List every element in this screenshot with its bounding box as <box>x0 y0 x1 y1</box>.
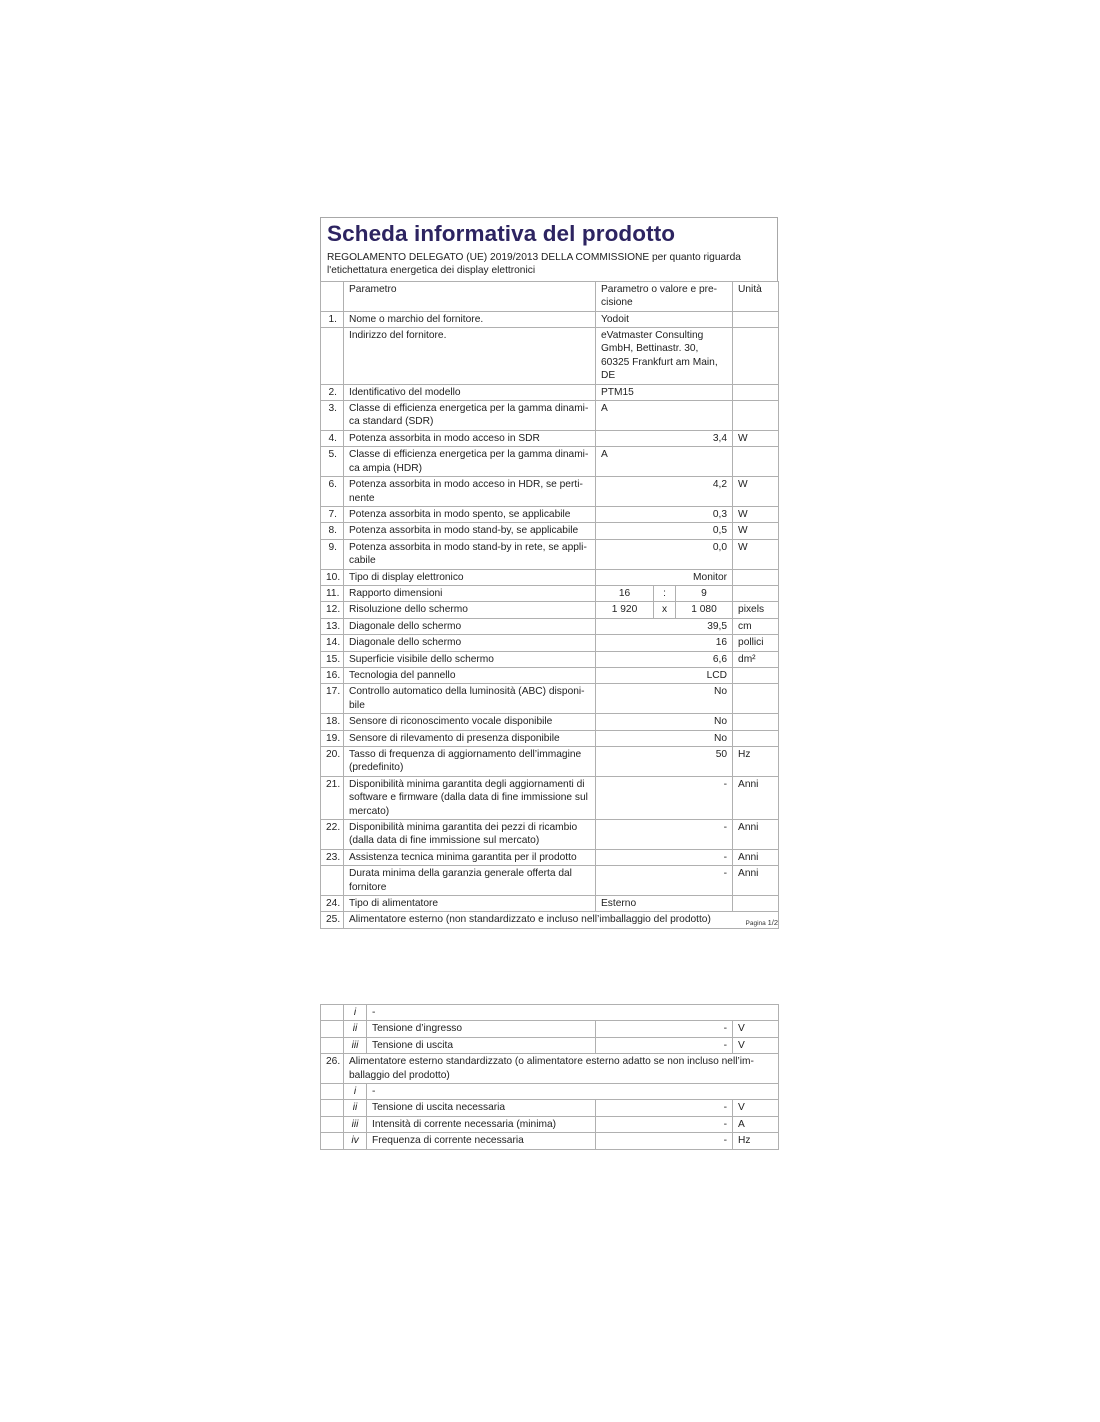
table-row <box>321 311 779 327</box>
table-row <box>321 747 779 777</box>
row-unit: W <box>733 430 779 446</box>
row-value: 6,6 <box>596 651 733 667</box>
row-label: Sensore di riconoscimento vocale disponibile <box>344 714 596 730</box>
table-row <box>321 1054 779 1084</box>
table-row <box>321 820 779 850</box>
row-unit: Anni <box>733 820 779 850</box>
table-row <box>321 635 779 651</box>
row-number: 6. <box>321 477 344 507</box>
row-label: Superficie visibile dello schermo <box>344 651 596 667</box>
row-label: Tasso di frequenza di aggiornamento dell’immagine (predefinito) <box>344 747 596 777</box>
row-value: Monitor <box>596 569 733 585</box>
row-value: - <box>596 1116 733 1132</box>
row-value: - <box>596 1100 733 1116</box>
row-label: Potenza assorbita in modo acceso in SDR <box>344 430 596 446</box>
row-unit: pollici <box>733 635 779 651</box>
aspect-ratio-separator: : <box>654 585 676 601</box>
row-label: Assistenza tecnica minima garantita per il prodotto <box>344 849 596 865</box>
row-number: 18. <box>321 714 344 730</box>
row-unit: Hz <box>733 747 779 777</box>
row-unit <box>733 667 779 683</box>
page-separator: / <box>771 918 774 927</box>
row-number: 7. <box>321 506 344 522</box>
table-row <box>321 1133 779 1149</box>
regulation-subtitle: REGOLAMENTO DELEGATO (UE) 2019/2013 DELLA COMMISSIONE per quanto riguarda l'etichettatura energetica dei display elettronici <box>327 252 741 277</box>
row-unit <box>733 447 779 477</box>
row-number <box>321 328 344 385</box>
row-number: 22. <box>321 820 344 850</box>
resolution-height: 1 080 <box>676 602 733 618</box>
row-value: PTM15 <box>596 384 733 400</box>
row-number: 23. <box>321 849 344 865</box>
row-label: Controllo automatico della luminosità (ABC) disponi-bile <box>344 684 596 714</box>
row-number <box>321 1100 344 1116</box>
table-row <box>321 896 779 912</box>
aspect-ratio-height: 9 <box>676 585 733 601</box>
row-value: Esterno <box>596 896 733 912</box>
table-row <box>321 730 779 746</box>
row-unit: Anni <box>733 776 779 819</box>
row-label: Durata minima della garanzia generale offerta dal fornitore <box>344 866 596 896</box>
row-label: Tensione di uscita necessaria <box>367 1100 596 1116</box>
row-value: Yodoit <box>596 311 733 327</box>
row-number: 21. <box>321 776 344 819</box>
row-value: 50 <box>596 747 733 777</box>
table-row <box>321 1100 779 1116</box>
table-row <box>321 684 779 714</box>
table-row <box>321 1021 779 1037</box>
table-row <box>321 1084 779 1100</box>
row-number: 1. <box>321 311 344 327</box>
row-label: Tipo di alimentatore <box>344 896 596 912</box>
row-number <box>321 1005 344 1021</box>
row-label: Diagonale dello schermo <box>344 618 596 634</box>
table-row <box>321 539 779 569</box>
row-number: 8. <box>321 523 344 539</box>
row-unit: Anni <box>733 849 779 865</box>
row-number: 11. <box>321 585 344 601</box>
row-unit: dm² <box>733 651 779 667</box>
row-value: - <box>596 776 733 819</box>
row-label: Rapporto dimensioni <box>344 585 596 601</box>
table-row <box>321 384 779 400</box>
row-label: Tensione di uscita <box>367 1037 596 1053</box>
table-row <box>321 602 779 618</box>
row-number: 4. <box>321 430 344 446</box>
row-value: 0,0 <box>596 539 733 569</box>
row-value: - <box>596 1037 733 1053</box>
product-info-table <box>320 281 779 929</box>
row-value: - <box>596 849 733 865</box>
row-unit <box>733 384 779 400</box>
row-unit: V <box>733 1021 779 1037</box>
row-number <box>321 1133 344 1149</box>
row-value: 0,3 <box>596 506 733 522</box>
row-label: Potenza assorbita in modo acceso in HDR, se perti-nente <box>344 477 596 507</box>
row-unit <box>733 714 779 730</box>
table-row <box>321 1005 779 1021</box>
row-value: - <box>596 820 733 850</box>
row-label: Tecnologia del pannello <box>344 667 596 683</box>
table-header-row <box>321 281 779 311</box>
row-unit: W <box>733 523 779 539</box>
table-row <box>321 506 779 522</box>
row-number: 12. <box>321 602 344 618</box>
product-info-sheet-page-2 <box>320 1004 778 1150</box>
row-number: 10. <box>321 569 344 585</box>
row-unit <box>733 730 779 746</box>
row-number: 24. <box>321 896 344 912</box>
row-number <box>321 1037 344 1053</box>
row-value: - <box>596 1133 733 1149</box>
row-unit: W <box>733 539 779 569</box>
page-label: Pagina <box>745 920 766 927</box>
row-number: 2. <box>321 384 344 400</box>
row-label: Potenza assorbita in modo stand-by, se applicabile <box>344 523 596 539</box>
table-row <box>321 651 779 667</box>
table-row <box>321 1037 779 1053</box>
row-label: Alimentatore esterno (non standardizzato e incluso nell’imballaggio del prodotto) <box>344 912 779 928</box>
resolution-separator: x <box>654 602 676 618</box>
table-row <box>321 849 779 865</box>
row-unit: V <box>733 1037 779 1053</box>
row-unit: Hz <box>733 1133 779 1149</box>
table-row <box>321 328 779 385</box>
table-row <box>321 430 779 446</box>
row-number: 17. <box>321 684 344 714</box>
page-footer <box>320 918 778 927</box>
row-label: Potenza assorbita in modo spento, se applicabile <box>344 506 596 522</box>
row-number: 26. <box>321 1054 344 1084</box>
row-label: Intensità di corrente necessaria (minima) <box>367 1116 596 1132</box>
row-label: Classe di efficienza energetica per la gamma dinami-ca standard (SDR) <box>344 401 596 431</box>
row-value: 3,4 <box>596 430 733 446</box>
row-value: 4,2 <box>596 477 733 507</box>
page-title: Scheda informativa del prodotto <box>327 221 676 246</box>
row-label: Sensore di rilevamento di presenza disponibile <box>344 730 596 746</box>
column-header-unit: Unità <box>733 281 779 311</box>
row-unit: Anni <box>733 866 779 896</box>
row-value: 16 <box>596 635 733 651</box>
row-number: 14. <box>321 635 344 651</box>
row-label: - <box>367 1005 779 1021</box>
row-unit: cm <box>733 618 779 634</box>
row-unit <box>733 311 779 327</box>
row-value: No <box>596 684 733 714</box>
sub-item-number: ii <box>344 1021 367 1037</box>
page-total: 2 <box>773 918 778 927</box>
row-value: 0,5 <box>596 523 733 539</box>
table-row <box>321 585 779 601</box>
row-label: - <box>367 1084 779 1100</box>
row-number: 9. <box>321 539 344 569</box>
row-value: No <box>596 730 733 746</box>
row-label: Classe di efficienza energetica per la gamma dinami-ca ampia (HDR) <box>344 447 596 477</box>
row-label: Tensione d’ingresso <box>367 1021 596 1037</box>
sub-item-number: iii <box>344 1037 367 1053</box>
row-value: 39,5 <box>596 618 733 634</box>
row-unit <box>733 569 779 585</box>
power-supply-table <box>320 1004 779 1150</box>
title-box <box>320 217 778 281</box>
table-row <box>321 447 779 477</box>
sub-item-number: i <box>344 1084 367 1100</box>
row-unit: W <box>733 477 779 507</box>
row-label: Tipo di display elettronico <box>344 569 596 585</box>
row-number <box>321 866 344 896</box>
table-row <box>321 667 779 683</box>
table-row <box>321 618 779 634</box>
row-label: Disponibilità minima garantita dei pezzi di ricambio (dalla data di fine immissione sul mercato) <box>344 820 596 850</box>
row-value: A <box>596 401 733 431</box>
row-number: 15. <box>321 651 344 667</box>
row-number <box>321 1116 344 1132</box>
column-header-param: Parametro <box>344 281 596 311</box>
product-info-sheet-page-1 <box>320 217 778 929</box>
table-row <box>321 401 779 431</box>
sub-item-number: iv <box>344 1133 367 1149</box>
table-row <box>321 714 779 730</box>
row-value: - <box>596 866 733 896</box>
sub-item-number: i <box>344 1005 367 1021</box>
column-header-value: Parametro o valore e pre-cisione <box>596 281 733 311</box>
row-label: Alimentatore esterno standardizzato (o alimentatore esterno adatto se non incluso nell’im-ballaggio del prodotto) <box>344 1054 779 1084</box>
row-number: 5. <box>321 447 344 477</box>
table-row <box>321 866 779 896</box>
table-row <box>321 1116 779 1132</box>
row-label: Indirizzo del fornitore. <box>344 328 596 385</box>
header-num-cell <box>321 281 344 311</box>
row-unit: pixels <box>733 602 779 618</box>
row-value: No <box>596 714 733 730</box>
row-label: Risoluzione dello schermo <box>344 602 596 618</box>
resolution-width: 1 920 <box>596 602 654 618</box>
row-value: A <box>596 447 733 477</box>
row-label: Diagonale dello schermo <box>344 635 596 651</box>
row-unit <box>733 585 779 601</box>
table-row <box>321 776 779 819</box>
row-number: 13. <box>321 618 344 634</box>
row-number: 16. <box>321 667 344 683</box>
row-label: Potenza assorbita in modo stand-by in rete, se appli-cabile <box>344 539 596 569</box>
row-value: LCD <box>596 667 733 683</box>
row-number <box>321 1084 344 1100</box>
row-value: - <box>596 1021 733 1037</box>
page-current: 1 <box>767 918 772 927</box>
row-label: Identificativo del modello <box>344 384 596 400</box>
row-number: 19. <box>321 730 344 746</box>
table-row <box>321 477 779 507</box>
row-unit <box>733 896 779 912</box>
row-number: 25. <box>321 912 344 928</box>
row-unit: A <box>733 1116 779 1132</box>
row-value: eVatmaster Consulting GmbH, Bettinastr. 30, 60325 Frankfurt am Main, DE <box>596 328 733 385</box>
row-unit <box>733 328 779 385</box>
row-number <box>321 1021 344 1037</box>
row-number: 3. <box>321 401 344 431</box>
row-unit: V <box>733 1100 779 1116</box>
aspect-ratio-width: 16 <box>596 585 654 601</box>
row-number: 20. <box>321 747 344 777</box>
table-row <box>321 569 779 585</box>
row-label: Nome o marchio del fornitore. <box>344 311 596 327</box>
row-unit <box>733 401 779 431</box>
table-row <box>321 523 779 539</box>
sub-item-number: iii <box>344 1116 367 1132</box>
row-unit: W <box>733 506 779 522</box>
row-unit <box>733 684 779 714</box>
row-label: Disponibilità minima garantita degli aggiornamenti di software e firmware (dalla data di fine immissione sul mercato) <box>344 776 596 819</box>
row-label: Frequenza di corrente necessaria <box>367 1133 596 1149</box>
sub-item-number: ii <box>344 1100 367 1116</box>
